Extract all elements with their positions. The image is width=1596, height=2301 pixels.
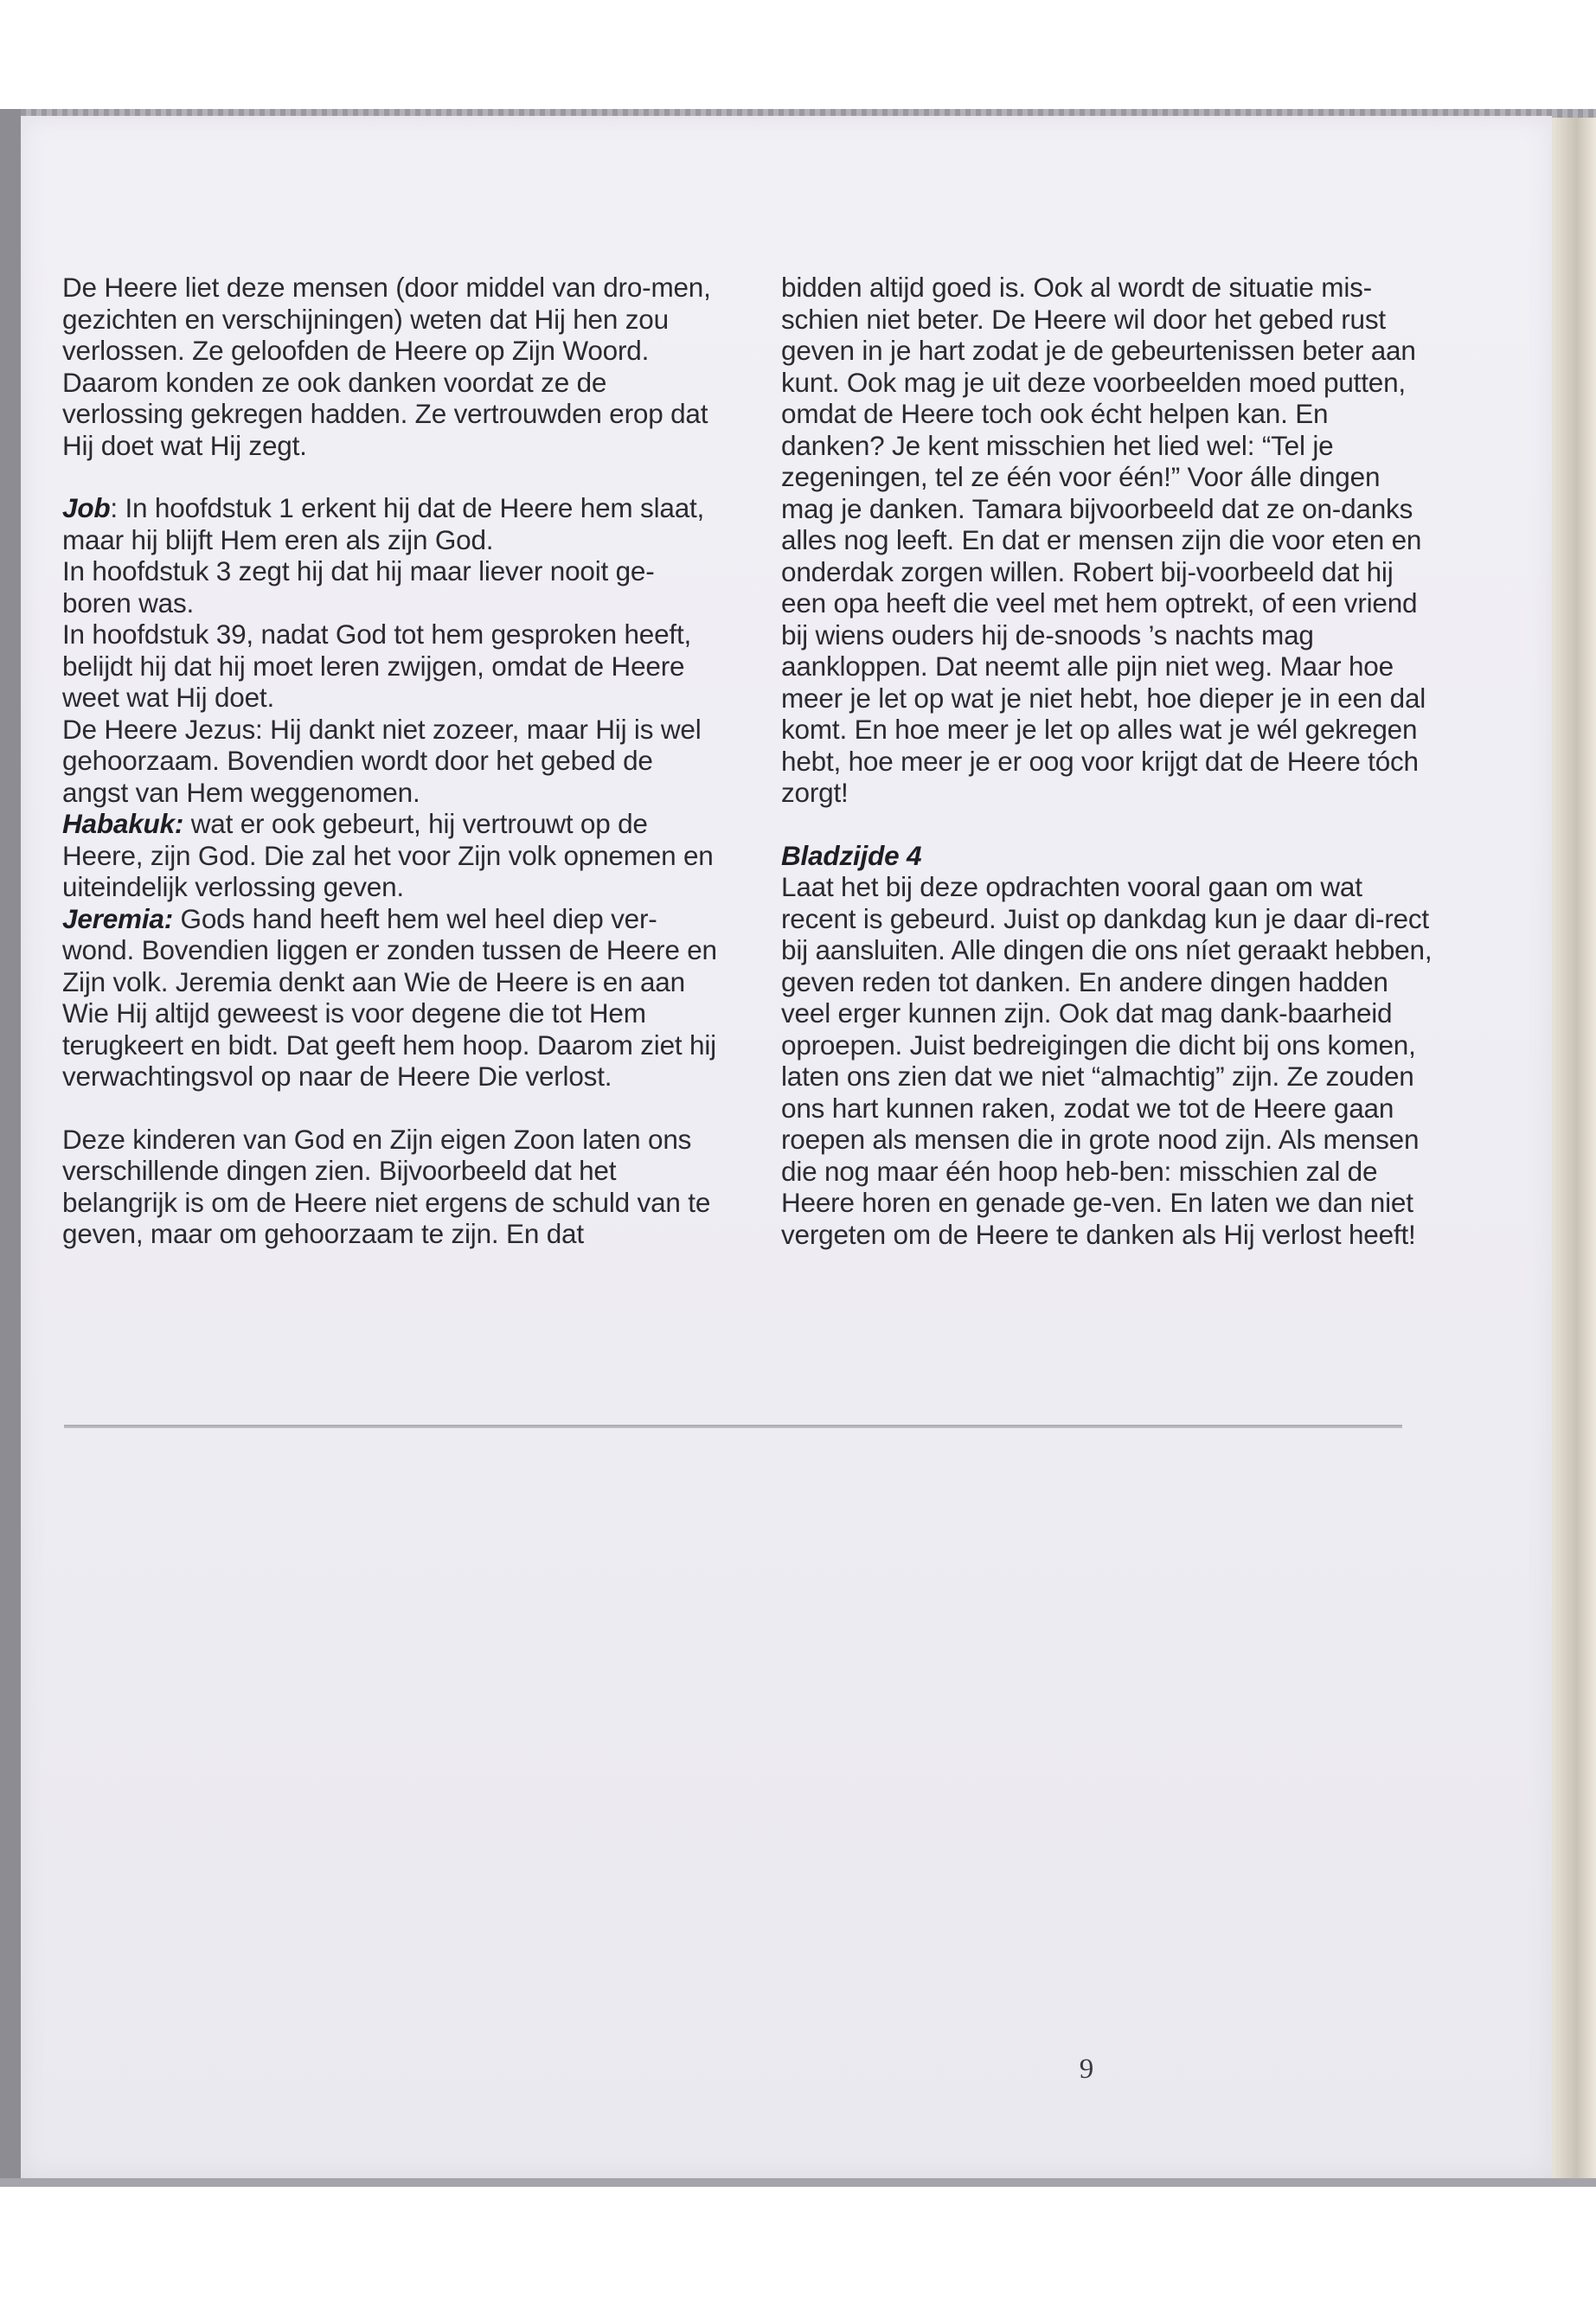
job-label: Job	[62, 492, 111, 523]
habakuk-paragraph	[62, 808, 720, 903]
closing-paragraph: Deze kinderen van God en Zijn eigen Zoon laten ons verschillende dingen zien. Bijvoorbeeld dat het belangrijk is om de Heere niet ergens de schuld van te geven, maar om gehoorzaam te zijn. En dat	[62, 1123, 711, 1249]
jeremia-label: Jeremia:	[62, 902, 173, 934]
section-heading: Bladzijde 4	[781, 839, 922, 871]
left-column	[62, 272, 720, 1250]
jesus-paragraph: De Heere Jezus: Hij dankt niet zozeer, maar Hij is wel gehoorzaam. Bovendien wordt door het gebed de angst van Hem weggenomen.	[62, 713, 702, 808]
intro-paragraph: De Heere liet deze mensen (door middel van dro-men, gezichten en verschijningen) weten dat Hij hen zou verlossen. Ze geloofden de Heere op Zijn Woord. Daarom konden ze ook danken voordat ze de verlossing gekregen hadden. Ze vertrouwden erop dat Hij doet wat Hij zegt.	[62, 272, 711, 461]
page-number: 9	[1079, 2054, 1094, 2085]
horizontal-divider	[64, 1425, 1402, 1428]
bladzijde-paragraph: Laat het bij deze opdrachten vooral gaan om wat recent is gebeurd. Juist op dankdag kun je daar di-rect bij aansluiten. Alle dingen die ons níet geraakt hebben, geven reden tot danken. En andere dingen hadden veel erger kunnen zijn. Ook dat mag dank-baarheid oproepen. Juist bedreigingen die dicht bij ons komen, laten ons zien dat we niet “almachtig” zijn. Ze zouden ons hart kunnen raken, zodat we tot de Heere gaan roepen als mensen die in grote nood zijn. Als mensen die nog maar één hoop heb-ben: misschien zal de Heere horen en genade ge-ven. En laten we dan niet vergeten om de Heere te danken als Hij verlost heeft!	[781, 871, 1433, 1250]
jeremia-paragraph	[62, 903, 720, 1093]
page-bottom-edge	[0, 2178, 1596, 2187]
job-paragraph	[62, 492, 720, 555]
continuation-paragraph: bidden altijd goed is. Ook al wordt de situatie mis-schien niet beter. De Heere wil door het gebed rust geven in je hart zodat je de gebeurtenissen beter aan kunt. Ook mag je uit deze voorbeelden moed putten, omdat de Heere toch ook écht helpen kan. En danken? Je kent misschien het lied wel: “Tel je zegeningen, tel ze één voor één!” Voor álle dingen mag je danken. Tamara bijvoorbeeld dat ze on-danks alles nog leeft. En dat er mensen zijn die voor eten en onderdak zorgen willen. Robert bij-voorbeeld dat hij een opa heeft die veel met hem optrekt, of een vriend bij wiens ouders hij de-snoods ’s nachts mag aankloppen. Dat neemt alle pijn niet weg. Maar hoe meer je let op wat je niet hebt, hoe dieper je in een dal komt. En hoe meer je let op alles wat je wél gekregen hebt, hoe meer je er oog voor krijgt dat de Heere tóch zorgt!	[781, 272, 1426, 808]
habakuk-text: wat er ook gebeurt, hij vertrouwt op de Heere, zijn God. Die zal het voor Zijn volk opnemen en uiteindelijk verlossing geven.	[62, 808, 714, 902]
jeremia-text: Gods hand heeft hem wel heel diep ver-wond. Bovendien liggen er zonden tussen de Heere en Zijn volk. Jeremia denkt aan Wie de Heere is en aan Wie Hij altijd geweest is voor degene die tot Hem terugkeert en bidt. Dat geeft hem hoop. Daarom ziet hij verwachtingsvol op naar de Heere Die verlost.	[62, 902, 717, 1092]
habakuk-label: Habakuk:	[62, 808, 184, 839]
right-column	[781, 272, 1439, 1250]
page-left-edge	[0, 109, 21, 2185]
job-text-2: In hoofdstuk 3 zegt hij dat hij maar liever nooit ge-boren was.	[62, 555, 655, 619]
job-text-3: In hoofdstuk 39, nadat God tot hem gesproken heeft, belijdt hij dat hij moet leren zwijgen, omdat de Heere weet wat Hij doet.	[62, 619, 692, 713]
job-text-1: : In hoofdstuk 1 erkent hij dat de Heere hem slaat, maar hij blijft Hem eren als zijn God.	[62, 492, 705, 555]
